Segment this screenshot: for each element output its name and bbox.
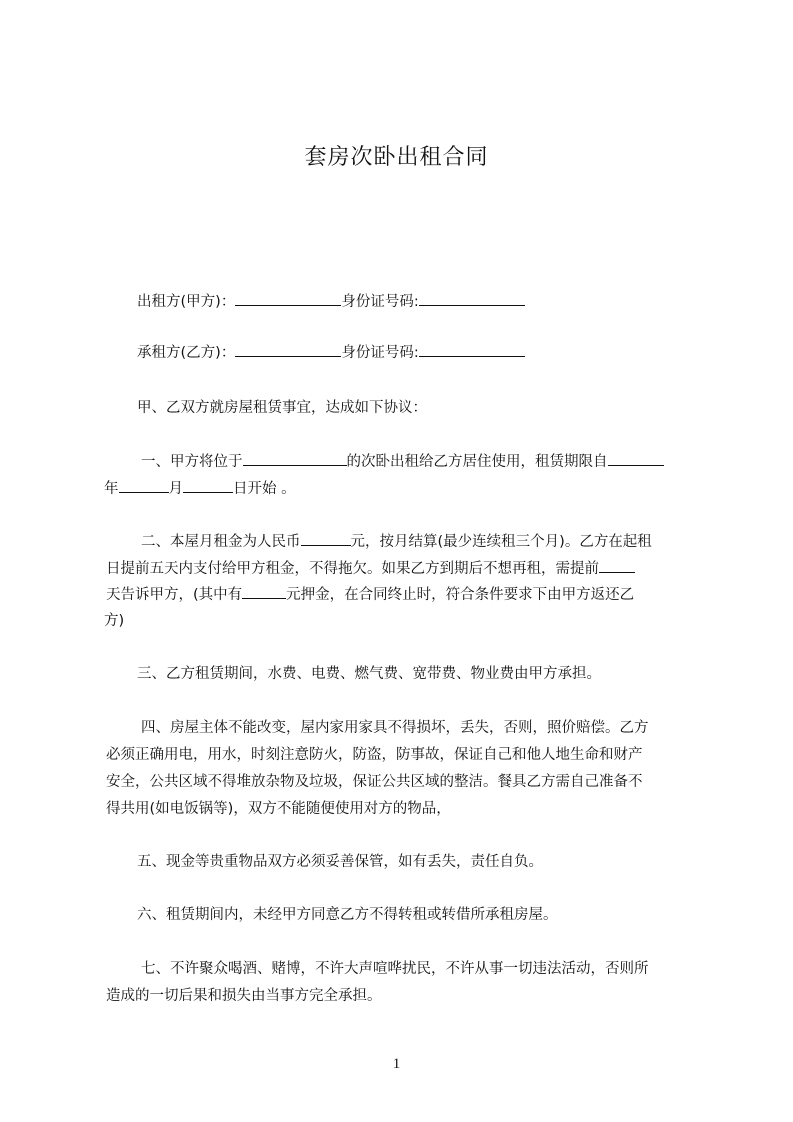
clause-1-line-2 bbox=[104, 476, 704, 503]
document-title: 套房次卧出租合同 bbox=[304, 145, 489, 170]
clause-4-line-2: 必须正确用电，用水，时刻注意防火，防盗，防事故，保证自己和他人地生命和财产 bbox=[106, 747, 643, 763]
clause-2-line-3 bbox=[106, 582, 706, 609]
clause-1-text-b: 的次卧出租给乙方居住使用，租赁期限自 bbox=[346, 454, 608, 470]
lessor-line bbox=[137, 289, 737, 316]
clause-2-line-4: 方) bbox=[104, 613, 125, 629]
rent-blank bbox=[301, 530, 351, 546]
month-blank bbox=[183, 477, 233, 493]
lessee-label: 承租方(乙方)： bbox=[137, 345, 236, 361]
lessor-id-label: 身份证号码: bbox=[341, 294, 419, 310]
notice-days-blank bbox=[599, 557, 635, 573]
clause-1-text-a: 一、甲方将位于 bbox=[141, 454, 243, 470]
lessor-id-blank bbox=[419, 290, 525, 306]
clause-5: 五、现金等贵重物品双方必须妥善保管，如有丢失，责任自负。 bbox=[137, 854, 543, 870]
address-blank bbox=[243, 450, 347, 466]
clause-2-text-d: 天告诉甲方，(其中有 bbox=[106, 587, 243, 603]
lessee-name-blank bbox=[235, 341, 341, 357]
clause-1-text-year: 年 bbox=[104, 481, 119, 497]
clause-6: 六、租赁期间内，未经甲方同意乙方不得转租或转借所承租房屋。 bbox=[137, 907, 558, 923]
deposit-blank bbox=[242, 583, 286, 599]
clause-4-line-4: 得共用(如电饭锅等)，双方不能随便使用对方的物品， bbox=[106, 801, 451, 817]
clause-7-line-1: 七、不许聚众喝酒、赌博，不许大声喧哗扰民，不许从事一切违法活动，否则所 bbox=[141, 961, 649, 977]
clause-4-line-1: 四、房屋主体不能改变，屋内家用家具不得损坏，丢失，否则，照价赔偿。乙方 bbox=[141, 720, 649, 736]
lessee-id-blank bbox=[419, 341, 525, 357]
clause-1-line-1 bbox=[141, 449, 741, 476]
clause-7-line-2: 造成的一切后果和损失由当事方完全承担。 bbox=[106, 988, 382, 1004]
clause-4-line-3: 安全，公共区域不得堆放杂物及垃圾，保证公共区域的整洁。餐具乙方需自己准备不 bbox=[106, 774, 643, 790]
clause-1-text-day: 日开始 。 bbox=[233, 481, 296, 497]
clause-1-text-month: 月 bbox=[168, 481, 183, 497]
lessee-id-label: 身份证号码: bbox=[341, 345, 419, 361]
clause-2-text-e: 元押金，在合同终止时，符合条件要求下由甲方返还乙 bbox=[286, 587, 635, 603]
year-blank bbox=[119, 477, 169, 493]
clause-2-line-1 bbox=[141, 529, 741, 556]
intro-text: 甲、乙双方就房屋租赁事宜，达成如下协议： bbox=[137, 400, 427, 416]
clause-2-text-b: 元，按月结算(最少连续租三个月)。乙方在起租 bbox=[350, 534, 652, 550]
lease-start-blank bbox=[608, 450, 664, 466]
page-number: 1 bbox=[392, 1056, 401, 1072]
lessor-label: 出租方(甲方)： bbox=[137, 294, 236, 310]
clause-2-text-c: 日提前五天内支付给甲方租金，不得拖欠。如果乙方到期后不想再租，需提前 bbox=[106, 561, 599, 577]
clause-2-text-a: 二、本屋月租金为人民币 bbox=[141, 534, 301, 550]
lessor-name-blank bbox=[235, 290, 341, 306]
clause-2-line-2 bbox=[106, 556, 706, 583]
clause-3: 三、乙方租赁期间，水费、电费、燃气费、宽带费、物业费由甲方承担。 bbox=[137, 666, 601, 682]
lessee-line bbox=[137, 340, 737, 367]
